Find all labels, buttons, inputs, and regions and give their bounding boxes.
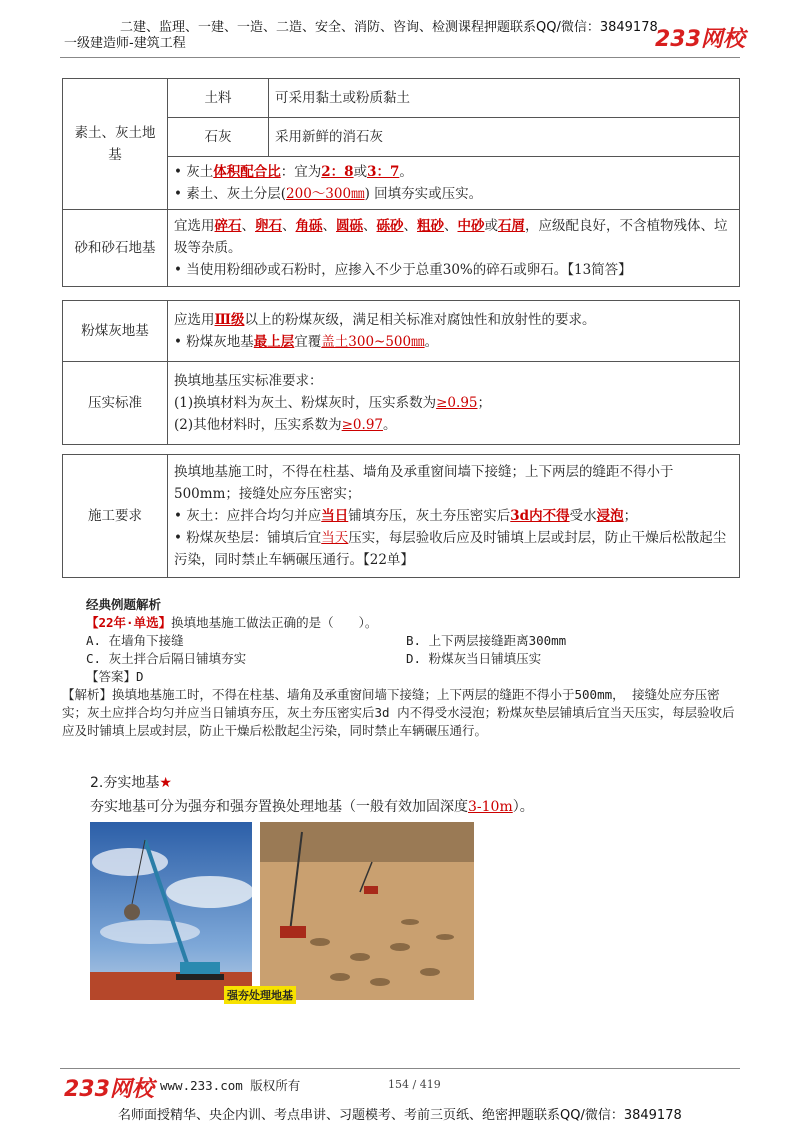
gravel-materials: 宜选用碎石、卵石、角砾、圆砾、砾砂、粗砂、中砂或石屑，应级配良好，不含植物残体、垃圾等杂质。 <box>174 218 728 256</box>
option-a: A. 在墙角下接缝 <box>86 633 184 648</box>
bullet-line: • 粉煤灰垫层：铺填后宜当天压实，每层验收后应及时铺填上层或封层，防止干燥后松散起尘污染，同时禁止车辆碾压通行。【22单】 <box>174 530 727 568</box>
footer-promo: 名师面授精华、央企内训、考点串讲、习题模考、考前三页纸、绝密押题联系QQ/微信：3849178 <box>118 1108 682 1123</box>
option-b: B. 上下两层接缝距离300mm <box>406 633 567 648</box>
option-d: D. 粉煤灰当日铺填压实 <box>406 651 542 666</box>
option-row <box>86 632 726 650</box>
footer-logo: 233网校 <box>64 1077 154 1102</box>
construction-para: 换填地基施工时，不得在柱基、墙角及承重窗间墙下接缝；上下两层的缝距不得小于500mm；接缝处应夯压密实； <box>174 464 674 502</box>
option-c: C. 灰土拌合后隔日铺填夯实 <box>86 651 247 666</box>
header-divider <box>60 57 740 58</box>
table-label: 压实标准 <box>63 362 168 445</box>
example-analysis: 【解析】换填地基施工时，不得在柱基、墙角及承重窗间墙下接缝；上下两层的缝距不得小于500mm， 接缝处应夯压密实；灰土应拌合均匀并应当日铺填夯压，灰土夯压密实后3d 内不得受水浸泡；粉煤灰垫层铺填后宜当天压实，每层验收后应及时铺填上层或封层，防止干燥后松散起尘污染，同时禁止车辆碾压通行。 <box>62 687 735 738</box>
section-title: 2.夯实地基★ <box>90 775 172 791</box>
table-flyash-compaction <box>62 300 740 445</box>
footer-divider <box>60 1068 740 1069</box>
table-cell <box>168 301 740 362</box>
photo-caption: 强夯处理地基 <box>224 986 296 1004</box>
table-cell <box>168 362 740 445</box>
option-row <box>86 650 726 668</box>
example-answer: 【答案】D <box>86 669 144 684</box>
compaction-line: (2)其他材料时，压实系数为≥0.97。 <box>174 417 397 433</box>
table-label: 砂和砂石地基 <box>63 210 168 287</box>
bullet-line: • 灰土：应拌合均匀并应当日铺填夯压，灰土夯压密实后3d内不得受水浸泡； <box>174 508 638 524</box>
table-row <box>63 79 740 118</box>
table-cell: 土料 <box>168 79 269 118</box>
table-soil-gravel <box>62 78 740 287</box>
table-row <box>63 362 740 445</box>
table-row <box>63 210 740 287</box>
site-photo-image <box>260 822 474 1000</box>
compaction-site-photo <box>260 822 474 1000</box>
table-cell <box>168 210 740 287</box>
table-cell: 可采用黏土或粉质黏土 <box>269 79 740 118</box>
table-label: 素土、灰土地基 <box>63 79 168 210</box>
table-cell: 石灰 <box>168 118 269 157</box>
table-row <box>63 301 740 362</box>
bullet-line: • 当使用粉细砂或石粉时，应掺入不少于总重30%的碎石或卵石。【13简答】 <box>174 262 632 278</box>
table-row <box>63 455 740 578</box>
table-cell <box>168 157 740 210</box>
footer-copyright: www.233.com 版权所有 <box>160 1078 301 1093</box>
table-label: 施工要求 <box>63 455 168 578</box>
page-number: 154 / 419 <box>388 1078 441 1091</box>
example-block <box>62 596 735 740</box>
example-question: 【22年·单选】换填地基施工做法正确的是（ ）。 <box>86 615 378 630</box>
crane-photo-image <box>90 822 252 1000</box>
flyash-line-2: • 粉煤灰地基最上层宜覆盖土300~500㎜。 <box>174 334 439 350</box>
crane-photo <box>90 822 252 1000</box>
table-label: 粉煤灰地基 <box>63 301 168 362</box>
header-subtitle: 一级建造师-建筑工程 <box>64 36 186 51</box>
bullet-line: • 素土、灰土分层(200～300㎜) 回填夯实或压实。 <box>174 186 483 202</box>
table-cell <box>168 455 740 578</box>
star-icon: ★ <box>159 775 172 791</box>
header-promo: 二建、监理、一建、一造、二造、安全、消防、咨询、检测课程押题联系QQ/微信：3849178 <box>120 20 658 35</box>
section-body: 夯实地基可分为强夯和强夯置换处理地基（一般有效加固深度3-10m）。 <box>90 799 534 815</box>
compaction-line: 换填地基压实标准要求： <box>174 373 323 389</box>
table-construction <box>62 454 740 578</box>
bullet-line: • 灰土体积配合比：宜为2：8或3：7。 <box>174 164 413 180</box>
header-logo: 233网校 <box>655 27 745 52</box>
example-heading: 经典例题解析 <box>86 597 162 612</box>
compaction-line: (1)换填材料为灰土、粉煤灰时，压实系数为≥0.95； <box>174 395 491 411</box>
flyash-line-1: 应选用Ⅲ级以上的粉煤灰级，满足相关标准对腐蚀性和放射性的要求。 <box>174 312 596 328</box>
table-cell: 采用新鲜的消石灰 <box>269 118 740 157</box>
